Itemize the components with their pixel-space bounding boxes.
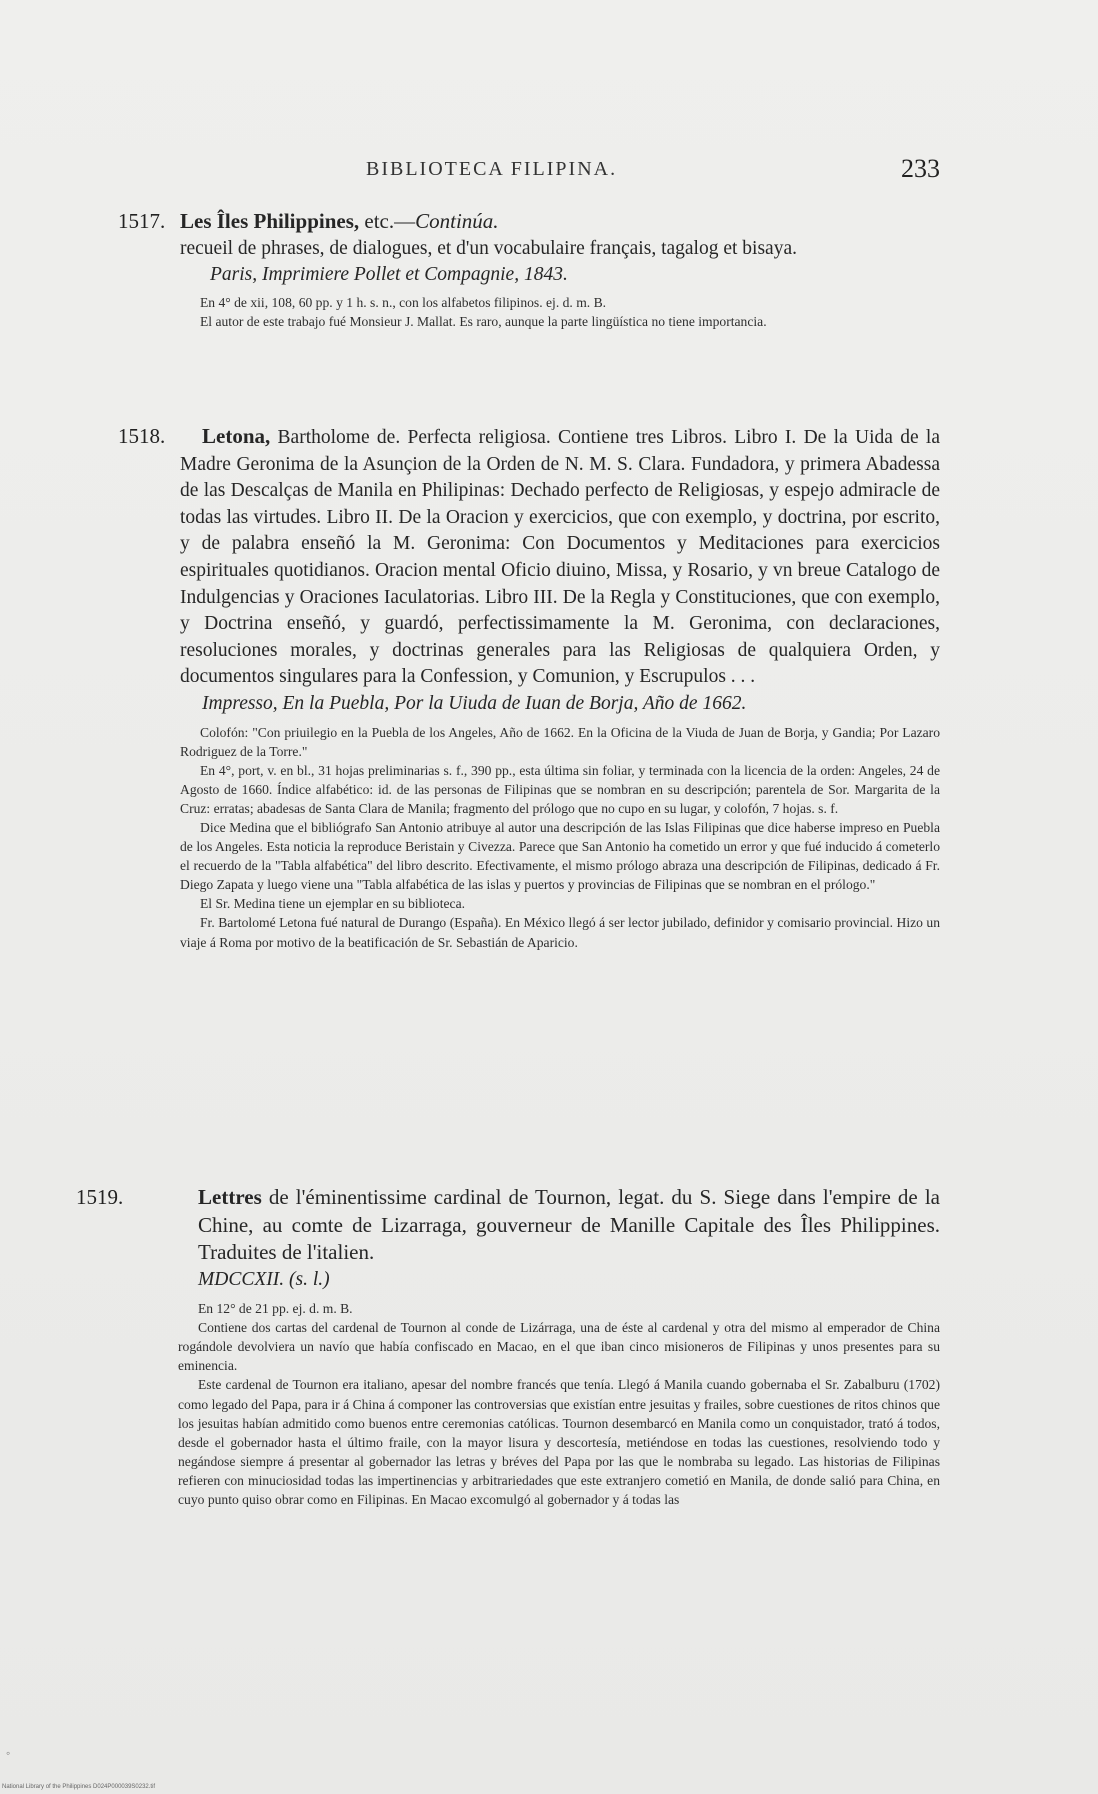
entry-number: 1517. <box>118 209 166 233</box>
running-title: BIBLIOTECA FILIPINA. <box>366 158 618 180</box>
entry-body: de l'éminentissime cardinal de Tournon, legat. du S. Siege dans l'empire de la Chine, au comte de Lizarraga, gouverneur de Manille Capitale des Îles Philippines. Traduites de l'italien. <box>198 1185 940 1264</box>
entry-number: 1518. <box>118 424 166 448</box>
entry-note: El autor de este trabajo fué Monsieur J. Mallat. Es raro, aunque la parte lingüística no tiene importancia. <box>200 313 767 329</box>
entry-heading-rest: etc.— <box>359 209 416 233</box>
entry-1517 <box>118 208 940 331</box>
entry-imprint: Paris, Imprimiere Pollet et Compagnie, 1843. <box>210 264 568 286</box>
entry-note: Fr. Bartolomé Letona fué natural de Durango (España). En México llegó á ser lector jubilado, definidor y comisario provincial. Hizo un viaje á Roma por motivo de la beatificación de Sr. Sebastián de Aparicio. <box>180 915 940 950</box>
entry-heading-bold: Letona, <box>202 424 271 448</box>
entry-note: El Sr. Medina tiene un ejemplar en su biblioteca. <box>200 896 466 912</box>
library-footer-mark: National Library of the Philippines D024P000039S0232.tif <box>2 1784 156 1790</box>
entry-heading-italic: Continúa. <box>415 209 499 233</box>
entry-body: Bartholome de. Perfecta religiosa. Contiene tres Libros. Libro I. De la Uida de la Madre Geronima de la Asunçion de la Orden de N. M. S. Clara. Fundadora, y primera Abadessa de las Descalças de Manila en Philipinas: Dechado perfecto de Religiosas, y espejo admiracle de todas las virtudes. Libro II. De la Oracion y exercicios, que con exemplo, y doctrina, por escrito, y de palabra enseñó la M. Geronima: Con Documentos y Meditaciones para exercicios espirituales quotidianos. Oracion mental Oficio diuino, Missa, y Rosario, y vn breue Catalogo de Indulgencias y Oraciones Iaculatorias. Libro III. De la Regla y Constituciones, que con exemplo, y Doctrina enseñó, y guardó, perfectissimamente la M. Geronima, con declaraciones, resoluciones morales, y doctrinas generales para las Religiosas de qualquiera Orden, y documentos singulares para la Confession, y Comunion, y Escrupulos . . . <box>180 427 940 688</box>
entry-1519 <box>76 1184 940 1509</box>
entry-text <box>132 1184 940 1267</box>
entry-note: Dice Medina que el bibliógrafo San Antonio atribuye al autor una descripción de las Islas Filipinas que dice haberse impreso en Puebla de los Angeles. Esta noticia la reproduce Beristain y Civezza. Parece que San Antonio ha cometido un error y que fué inducido á cometerlo el recuerdo de la "Tabla alfabética" del libro descrito. Efectivamente, el mismo prólogo abraza una descripción de Filipinas, dedicado á Fr. Diego Zapata y luego viene una "Tabla alfabética de las islas y puertos y provincias de Filipinas que se nombran en el prólogo." <box>180 820 940 893</box>
entry-note: En 4° de xii, 108, 60 pp. y 1 h. s. n., con los alfabetos filipinos. ej. d. m. B. <box>200 294 607 310</box>
page-header <box>200 154 940 192</box>
page-corner-mark-icon: ◦ <box>6 1746 11 1760</box>
entry-heading-bold: Lettres <box>198 1185 262 1209</box>
entry-imprint: MDCCXII. (s. l.) <box>198 1268 330 1290</box>
entry-note: Contiene dos cartas del cardenal de Tournon al conde de Lizárraga, una de éste al cardenal y otra del mismo al emperador de China rogándole devolviera un navío que había confiscado en Macao, en el que iban cinco misioneros de Filipinas y unos presentes para su eminencia. <box>178 1320 940 1374</box>
entry-heading <box>180 208 940 236</box>
entry-note: En 12° de 21 pp. ej. d. m. B. <box>198 1301 353 1317</box>
page-number: 233 <box>901 154 940 183</box>
entry-note: Este cardenal de Tournon era italiano, apesar del nombre francés que tenía. Llegó á Manila cuando gobernaba el Sr. Zabalburu (1702) como legado del Papa, para ir á China á componer las controversias que existían entre jesuitas y frailes, sobre cuestiones de ritos chinos que los jesuitas habían admitido como buenos entre ceremonias católicas. Tournon desembarcó en Manila como un conquistador, trató á todos, desde el gobernador hasta el último fraile, con la mayor lisura y descortesía, metiéndose en todas las cuestiones, resolviendo todo y negándose siempre á presentar al gobernador las letras y bréves del Papa por las que le nombraba su legado. Las historias de Filipinas refieren con minuciosidad todas las impertinencias y arbitrariedades que este extranjero cometió en Manila, de donde salió para China, en cuyo punto quiso obrar como en Filipinas. En Macao excomulgó al gobernador y á todas las <box>178 1377 940 1508</box>
entry-note: En 4°, port, v. en bl., 31 hojas preliminarias s. f., 390 pp., esta última sin foliar, y terminada con la licencia de la orden: Angeles, 24 de Agosto de 1660. Índice alfabético: id. de las personas de Filipinas que se nombran en su descripción; parentela de Sor. Margarita de la Cruz: erratas; abadesas de Santa Clara de Manila; fragmento del prólogo que no cupo en su lugar, y colofón, 7 hojas. s. f. <box>180 762 940 816</box>
entry-1518 <box>118 423 940 952</box>
entry-imprint: Impresso, En la Puebla, Por la Uiuda de Iuan de Borja, Año de 1662. <box>202 692 747 714</box>
entry-heading-bold: Les Îles Philippines, <box>180 209 360 233</box>
entry-text <box>180 423 940 691</box>
entry-number: 1519. <box>76 1185 124 1209</box>
entry-text: recueil de phrases, de dialogues, et d'un vocabulaire français, tagalog et bisaya. <box>180 237 797 259</box>
entry-note: Colofón: "Con priuilegio en la Puebla de los Angeles, Año de 1662. En la Oficina de la Viuda de Juan de Borja, y Gandia; Por Lazaro Rodriguez de la Torre." <box>180 724 940 759</box>
